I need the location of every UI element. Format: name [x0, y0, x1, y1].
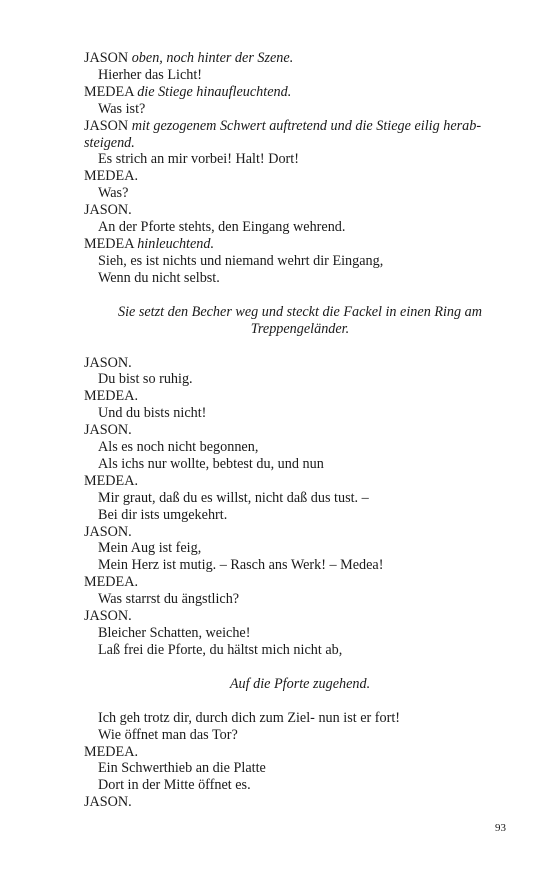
verse-line: Mir graut, daß du es willst, nicht daß dus tust. –	[98, 489, 369, 506]
verse-line: Was ist?	[98, 100, 146, 117]
verse-line: Dort in der Mitte öffnet es.	[98, 777, 251, 794]
verse-line: Bei dir ists umgekehrt.	[98, 506, 228, 523]
blank-line	[84, 287, 510, 304]
speaker-name: MEDEA.	[84, 472, 138, 489]
speaker-line	[84, 84, 510, 101]
speaker-line	[84, 236, 510, 253]
speaker-line	[84, 202, 510, 219]
stage-direction: Auf die Pforte zugehend.	[229, 675, 371, 692]
verse-line: Es strich an mir vorbei! Halt! Dort!	[98, 151, 299, 168]
verse-line: An der Pforte stehts, den Eingang wehrend.	[98, 219, 346, 236]
speaker-name: JASON.	[84, 422, 132, 439]
play-text	[84, 50, 510, 811]
speaker-line	[84, 168, 510, 185]
speaker-name: MEDEA	[84, 83, 134, 100]
verse-line: Wie öffnet man das Tor?	[98, 726, 238, 743]
verse-line: Du bist so ruhig.	[98, 371, 193, 388]
speaker-name: MEDEA.	[84, 574, 138, 591]
stage-direction: Sie setzt den Becher weg und steckt die Fackel in einen Ring am Treppengeländer.	[117, 303, 483, 337]
verse-line: Bleicher Schatten, weiche!	[98, 625, 251, 641]
verse-line: Was starrst du ängstlich?	[98, 591, 240, 608]
verse-line: Ein Schwerthieb an die Platte	[98, 760, 266, 777]
speaker-name: MEDEA.	[84, 168, 138, 185]
direction-continuation: steigend.	[84, 134, 135, 151]
speaker-line	[84, 422, 510, 439]
verse-line: Hierher das Licht!	[98, 66, 202, 83]
speaker-name: JASON.	[84, 523, 132, 540]
speaker-name: JASON.	[84, 202, 132, 219]
blank-line	[84, 338, 510, 355]
speaker-name: MEDEA	[84, 235, 134, 252]
speaker-line	[84, 744, 510, 761]
blank-line	[84, 693, 510, 710]
speaker-name: JASON	[84, 117, 129, 134]
speaker-name: JASON	[84, 50, 129, 66]
speaker-line	[84, 473, 510, 490]
verse-line: Wenn du nicht selbst.	[98, 269, 220, 286]
speaker-name: MEDEA.	[84, 743, 138, 760]
page-number: 93	[495, 822, 506, 834]
speaker-line	[84, 608, 510, 625]
speaker-line	[84, 574, 510, 591]
verse-line: Mein Aug ist feig,	[98, 540, 202, 557]
speaker-name: JASON.	[84, 354, 132, 371]
verse-line: Mein Herz ist mutig. – Rasch ans Werk! – Medea!	[98, 557, 384, 574]
speaker-name: MEDEA.	[84, 388, 138, 405]
speaker-direction: oben, noch hinter der Szene.	[131, 50, 294, 66]
speaker-line	[84, 794, 510, 811]
speaker-line	[84, 118, 510, 135]
speaker-line	[84, 355, 510, 372]
speaker-direction: die Stiege hinaufleuchtend.	[137, 83, 292, 100]
verse-line: Als ichs nur wollte, bebtest du, und nun	[98, 455, 324, 472]
speaker-direction: hinleuchtend.	[137, 235, 215, 252]
speaker-direction: mit gezogenem Schwert auftretend und die Stiege eilig herab-	[131, 117, 482, 134]
speaker-line	[84, 524, 510, 541]
verse-line: Sieh, es ist nichts und niemand wehrt dir Eingang,	[98, 252, 384, 269]
verse-line: Ich geh trotz dir, durch dich zum Ziel- nun ist er fort!	[98, 709, 400, 726]
verse-line: Und du bists nicht!	[98, 405, 207, 422]
speaker-line	[84, 50, 510, 67]
speaker-line	[84, 388, 510, 405]
verse-line: Laß frei die Pforte, du hältst mich nicht ab,	[98, 641, 343, 658]
blank-line	[84, 659, 510, 676]
speaker-name: JASON.	[84, 608, 132, 625]
speaker-name: JASON.	[84, 794, 132, 811]
verse-line: Was?	[98, 185, 129, 202]
verse-line: Als es noch nicht begonnen,	[98, 439, 259, 456]
